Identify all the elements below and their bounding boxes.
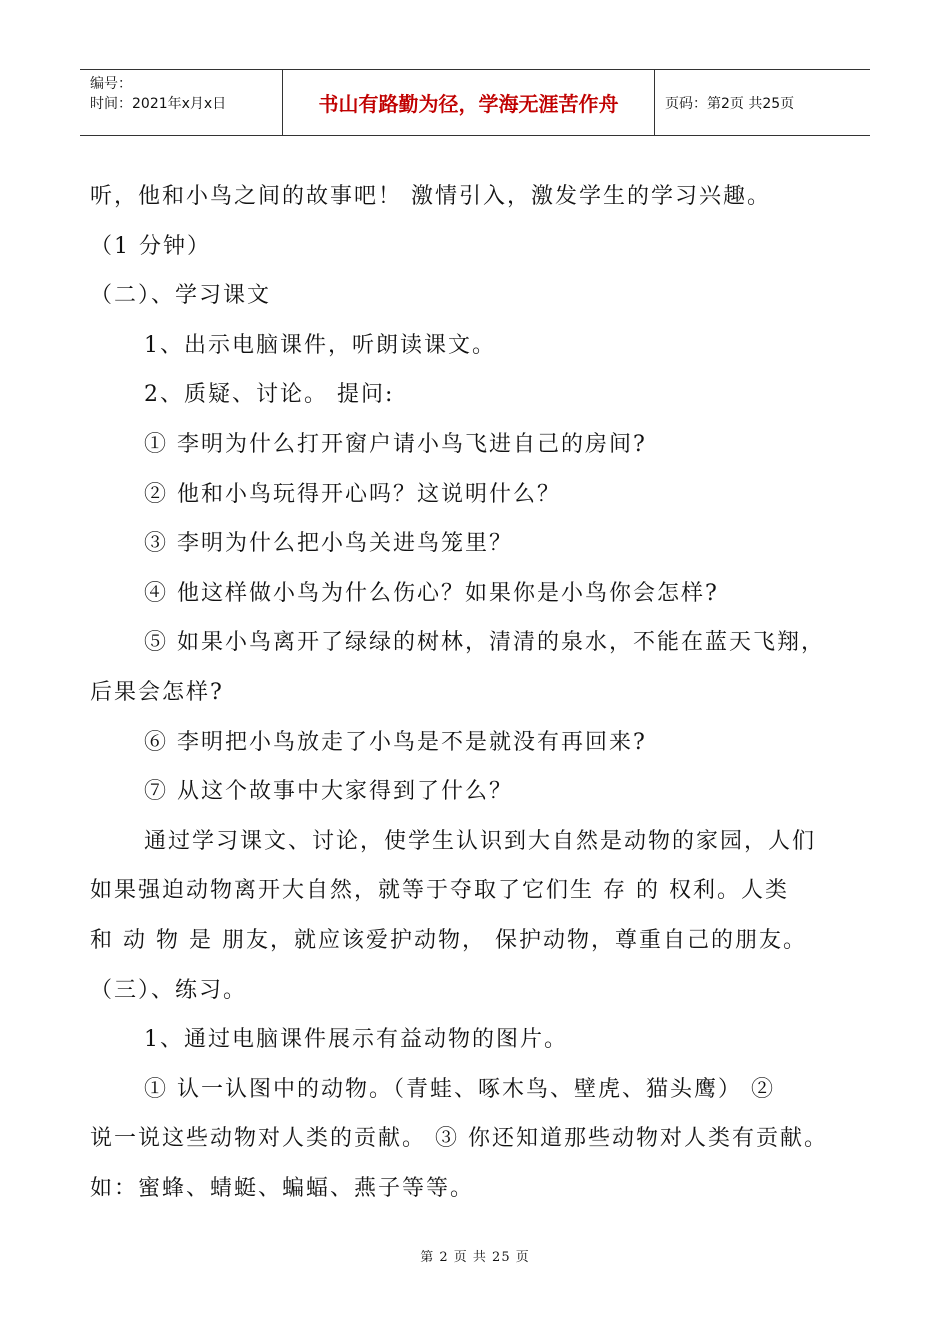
- body-line: （三）、练习。: [90, 977, 248, 1003]
- body-line: ⑦ 从这个故事中大家得到了什么？: [144, 779, 513, 805]
- body-line: （1 分钟）: [90, 233, 211, 259]
- document-body: [90, 172, 880, 1213]
- doc-date: 时间：2021年x月x日: [90, 96, 227, 112]
- body-line: 1、出示电脑课件，听朗读课文。: [144, 332, 496, 358]
- body-line: ① 认一认图中的动物。（青蛙、啄木鸟、壁虎、猫头鹰） ②: [144, 1076, 775, 1102]
- header-page-info: 页码：第2页 共25页: [665, 95, 795, 112]
- body-line: （二）、学习课文: [90, 283, 272, 309]
- body-line: 说一说这些动物对人类的贡献。 ③ 你还知道那些动物对人类有贡献。: [90, 1126, 828, 1152]
- body-line: 如果强迫动物离开大自然，就等于夺取了它们生 存 的 权利。人类: [90, 878, 789, 904]
- body-line: 如：蜜蜂、蜻蜓、蝙蝠、燕子等等。: [90, 1175, 475, 1201]
- body-line: 1、通过电脑课件展示有益动物的图片。: [144, 1027, 568, 1053]
- body-line: 听，他和小鸟之间的故事吧！ 激情引入，激发学生的学习兴趣。: [90, 184, 771, 209]
- body-line: ⑥ 李明把小鸟放走了小鸟是不是就没有再回来?: [144, 729, 647, 755]
- body-line: ⑤ 如果小鸟离开了绿绿的树林，清清的泉水，不能在蓝天飞翔，: [144, 630, 825, 656]
- header-motto: 书山有路勤为径，学海无涯苦作舟: [283, 70, 655, 135]
- page-footer: 第 2 页 共 25 页: [420, 1250, 530, 1265]
- body-line: ② 他和小鸟玩得开心吗？这说明什么？: [144, 481, 561, 507]
- body-line: 和 动 物 是 朋友，就应该爱护动物， 保护动物，尊重自己的朋友。: [90, 927, 807, 953]
- body-line: 通过学习课文、讨论，使学生认识到大自然是动物的家园，人们: [144, 828, 817, 854]
- body-line: ③ 李明为什么把小鸟关进鸟笼里？: [144, 531, 513, 557]
- body-line: ① 李明为什么打开窗户请小鸟飞进自己的房间?: [144, 431, 647, 457]
- doc-number-label: 编号：: [90, 76, 132, 92]
- page-header: [80, 69, 870, 136]
- body-line: 2、质疑、讨论。 提问:: [144, 382, 395, 408]
- body-line: ④ 他这样做小鸟为什么伤心？如果你是小鸟你会怎样?: [144, 580, 719, 606]
- header-meta: [80, 70, 283, 135]
- body-line: 后果会怎样?: [90, 679, 224, 705]
